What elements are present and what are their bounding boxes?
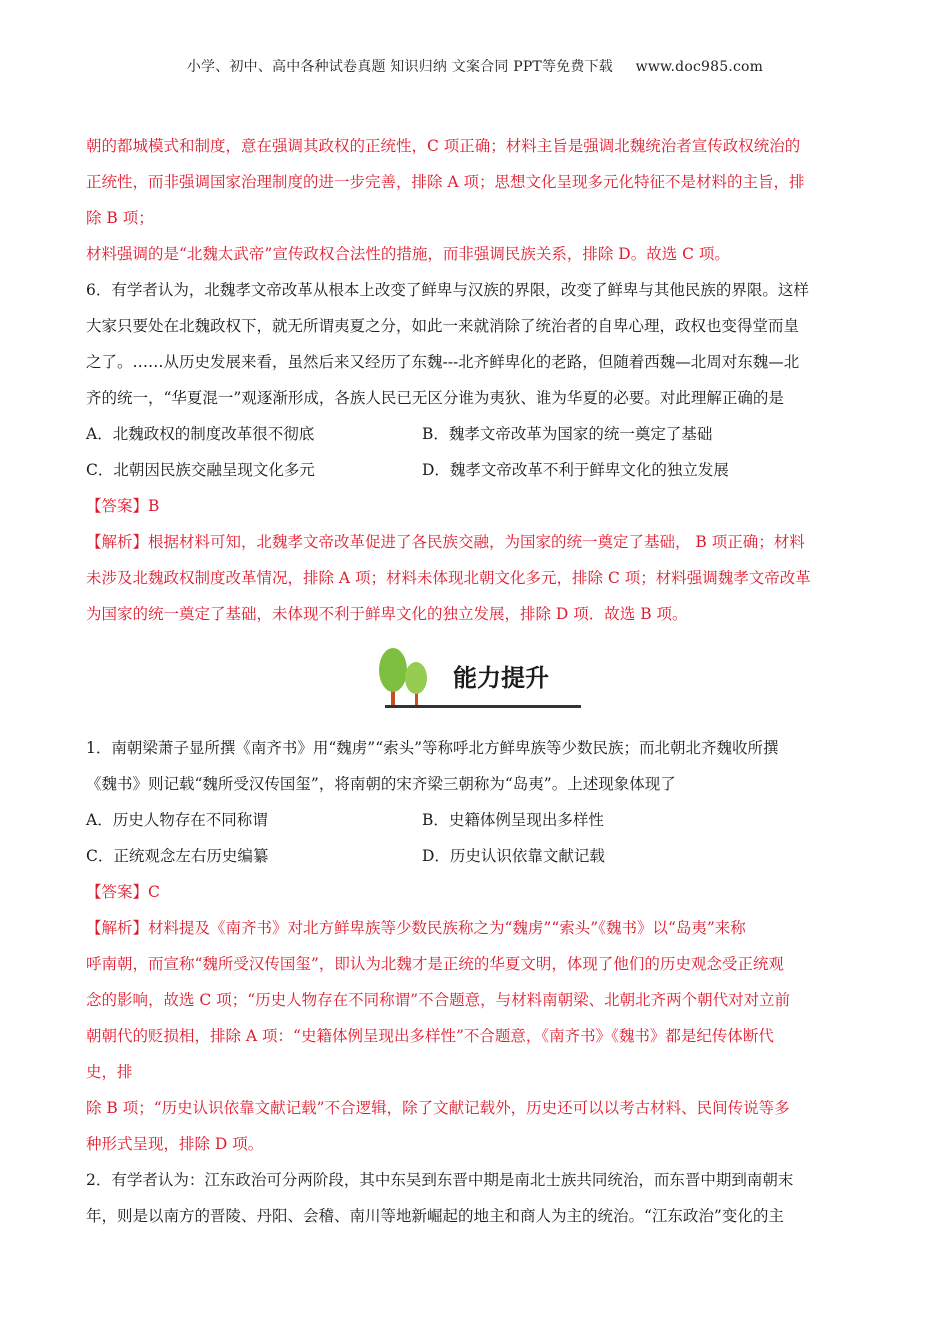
section-banner bbox=[371, 644, 581, 712]
question-stem-line: 之了。……从历史发展来看，虽然后来又经历了东魏---北齐鲜卑化的老路，但随着西魏—北周对东魏—北 bbox=[86, 353, 800, 371]
option-d: D．历史认识依靠文献记载 bbox=[422, 847, 605, 865]
text-line: 除 B 项； bbox=[86, 209, 154, 227]
text-line: 材料强调的是“北魏太武帝”宣传政权合法性的措施，而非强调民族关系，排除 D。故选 C 项。 bbox=[86, 245, 730, 263]
text-line: 正统性，而非强调国家治理制度的进一步完善，排除 A 项；思想文化呈现多元化特征不是材料的主旨，排 bbox=[86, 173, 805, 191]
options-row bbox=[86, 802, 866, 838]
analysis-line: 除 B 项；“历史认识依靠文献记载”不合逻辑，除了文献记载外，历史还可以以考古材料、民间传说等多 bbox=[86, 1099, 790, 1117]
question-stem-line: 大家只要处在北魏政权下，就无所谓夷夏之分，如此一来就消除了统治者的自卑心理，政权也变得堂而皇 bbox=[86, 317, 800, 335]
header-url: www.doc985.com bbox=[635, 59, 764, 75]
option-b: B．魏孝文帝改革为国家的统一奠定了基础 bbox=[422, 425, 713, 443]
analysis-line: 未涉及北魏政权制度改革情况，排除 A 项；材料未体现北朝文化多元，排除 C 项；材料强调魏孝文帝改革 bbox=[86, 569, 811, 587]
question-6 bbox=[86, 272, 866, 632]
question-stem-line: 6．有学者认为，北魏孝文帝改革从根本上改变了鲜卑与汉族的界限，改变了鲜卑与其他民族的界限。这样 bbox=[86, 281, 809, 299]
option-a: A．北魏政权的制度改革很不彻底 bbox=[86, 425, 315, 443]
banner-underline bbox=[385, 705, 581, 708]
analysis-line: 为国家的统一奠定了基础，未体现不利于鲜卑文化的独立发展，排除 D 项．故选 B 项。 bbox=[86, 605, 688, 623]
section-title: 能力提升 bbox=[453, 664, 549, 692]
question-stem-line: 1．南朝梁萧子显所撰《南齐书》用“魏虏”“索头”等称呼北方鲜卑族等少数民族；而北朝北齐魏收所撰 bbox=[86, 739, 779, 757]
analysis-line: 朝朝代的贬损相，排除 A 项：“史籍体例呈现出多样性”不合题意，《南齐书》《魏书》都是纪传体断代 bbox=[86, 1027, 774, 1045]
options-row bbox=[86, 838, 866, 874]
analysis-line: 【解析】根据材料可知，北魏孝文帝改革促进了各民族交融，为国家的统一奠定了基础， B 项正确；材料 bbox=[86, 533, 805, 551]
analysis-line: 史，排 bbox=[86, 1063, 133, 1081]
question-stem-line: 齐的统一，“华夏混一”观逐渐形成，各族人民已无区分谁为夷狄、谁为华夏的必要。对此理解正确的是 bbox=[86, 389, 784, 407]
prev-analysis bbox=[86, 128, 866, 272]
options-row bbox=[86, 416, 866, 452]
text-line: 朝的都城模式和制度，意在强调其政权的正统性，C 项正确；材料主旨是强调北魏统治者宣传政权统治的 bbox=[86, 137, 801, 155]
question-stem-line: 《魏书》则记载“魏所受汉传国玺”，将南朝的宋齐梁三朝称为“岛夷”。上述现象体现了 bbox=[86, 775, 676, 793]
options-row bbox=[86, 452, 866, 488]
page-header bbox=[0, 56, 950, 76]
analysis-line: 呼南朝，而宣称“魏所受汉传国玺”，即认为北魏才是正统的华夏文明，体现了他们的历史观念受正统观 bbox=[86, 955, 784, 973]
option-c: C．北朝因民族交融呈现文化多元 bbox=[86, 461, 315, 479]
option-c: C．正统观念左右历史编纂 bbox=[86, 847, 269, 865]
trees-icon bbox=[371, 644, 441, 710]
option-b: B．史籍体例呈现出多样性 bbox=[422, 811, 604, 829]
header-text: 小学、初中、高中各种试卷真题 知识归纳 文案合同 PPT等免费下载 bbox=[186, 59, 613, 75]
option-d: D．魏孝文帝改革不利于鲜卑文化的独立发展 bbox=[422, 461, 729, 479]
analysis-line: 【解析】材料提及《南齐书》对北方鲜卑族等少数民族称之为“魏虏”“索头”《魏书》以“岛夷”来称 bbox=[86, 919, 746, 937]
analysis-line: 种形式呈现，排除 D 项。 bbox=[86, 1135, 264, 1153]
analysis-line: 念的影响，故选 C 项；“历史人物存在不同称谓”不合题意，与材料南朝梁、北朝北齐两个朝代对对立前 bbox=[86, 991, 791, 1009]
option-a: A．历史人物存在不同称谓 bbox=[86, 811, 268, 829]
answer: 【答案】B bbox=[86, 497, 160, 515]
question-stem-line: 2．有学者认为：江东政治可分两阶段，其中东吴到东晋中期是南北士族共同统治，而东晋中期到南朝末 bbox=[86, 1171, 794, 1189]
question-stem-line: 年，则是以南方的晋陵、丹阳、会稽、南川等地新崛起的地主和商人为主的统治。“江东政治”变化的主 bbox=[86, 1207, 784, 1225]
document-body bbox=[86, 128, 866, 1234]
question-1 bbox=[86, 730, 866, 1162]
question-2 bbox=[86, 1162, 866, 1234]
answer: 【答案】C bbox=[86, 883, 160, 901]
